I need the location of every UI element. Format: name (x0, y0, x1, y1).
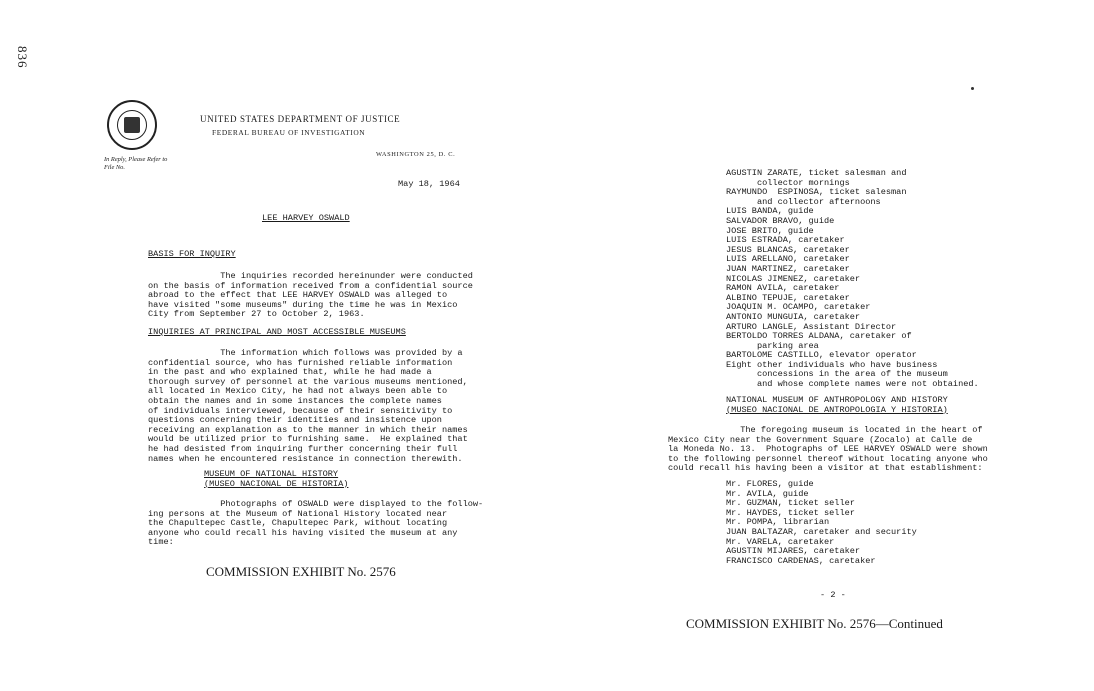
list-item: concessions in the area of the museum (726, 369, 948, 380)
text-line: abroad to the effect that LEE HARVEY OSWALD was alleged to (148, 290, 448, 301)
list-item: ANTONIO MUNGUIA, caretaker (726, 311, 861, 322)
photos-paragraph (148, 500, 483, 548)
text-line: have visited "some museums" during the time he was in Mexico (148, 299, 458, 310)
text-line: Photographs of OSWALD were displayed to the follow- (148, 499, 484, 509)
list-item: Mr. AVILA, guide (726, 488, 809, 499)
text-line: The inquiries recorded hereinunder were conducted (148, 271, 473, 281)
list-item: AGUSTIN MIJARES, caretaker (726, 546, 861, 557)
list-item: Mr. HAYDES, ticket seller (726, 507, 855, 518)
list-item: and whose complete names were not obtained. (726, 379, 979, 390)
text-line: on the basis of information received from a confidential source (148, 280, 473, 291)
foregoing-paragraph (668, 426, 988, 474)
list-item: NICOLAS JIMENEZ, caretaker (726, 273, 861, 284)
heading-line: NATIONAL MUSEUM OF ANTHROPOLOGY AND HISTORY (726, 395, 948, 405)
bureau-name: FEDERAL BUREAU OF INVESTIGATION (212, 128, 366, 137)
list-item: Eight other individuals who have business (726, 359, 938, 370)
list-item: BARTOLOME CASTILLO, elevator operator (726, 350, 917, 361)
letter-date: May 18, 1964 (398, 179, 460, 189)
list-item: ARTURO LANGLE, Assistant Director (726, 321, 897, 332)
stray-mark (971, 87, 974, 90)
museum-anthropology-heading (726, 396, 948, 415)
heading-line: (MUSEO NACIONAL DE HISTORIA) (204, 478, 349, 489)
list-item: Mr. FLORES, guide (726, 479, 814, 489)
text-line: obtain the names and in some instances the complete names (148, 395, 442, 406)
museum-staff-list (726, 169, 979, 390)
text-line: could recall his having been a visitor at that establishment: (668, 463, 983, 474)
list-item: Mr. POMPA, librarian (726, 517, 830, 528)
text-line: would be utilized prior to furnishing same. He explained that (148, 434, 468, 445)
inquiries-paragraph (148, 349, 468, 464)
list-item: SALVADOR BRAVO, guide (726, 215, 835, 226)
file-number-label: File No. (104, 164, 125, 171)
text-line: anyone who could recall his having visited the museum at any (148, 527, 458, 538)
list-item: collector mornings (726, 177, 850, 188)
letter-subject: LEE HARVEY OSWALD (262, 213, 350, 223)
list-item: AGUSTIN ZARATE, ticket salesman and (726, 168, 907, 178)
page-marker: - 2 - (820, 590, 846, 600)
text-line: all located in Mexico City, he had not always been able to (148, 386, 448, 397)
text-line: City from September 27 to October 2, 1963. (148, 309, 365, 320)
list-item: LUIS ESTRADA, caretaker (726, 235, 845, 246)
heading-line: MUSEUM OF NATIONAL HISTORY (204, 469, 339, 479)
text-line: confidential source, who has furnished reliable information (148, 357, 453, 368)
text-line: The foregoing museum is located in the heart of (668, 425, 983, 435)
text-line: to the following personnel thereof without locating anyone who (668, 453, 988, 464)
text-line: names when he encountered resistance in connection therewith. (148, 453, 463, 464)
text-line: in the past and who explained that, while he had made a (148, 367, 432, 378)
basis-paragraph (148, 272, 473, 320)
list-item: Mr. VARELA, caretaker (726, 536, 835, 547)
text-line: thorough survey of personnel at the various museums mentioned, (148, 376, 468, 387)
list-item: JUAN BALTAZAR, caretaker and security (726, 526, 917, 537)
text-line: of individuals interviewed, because of their sensitivity to (148, 405, 453, 416)
exhibit-caption-left: COMMISSION EXHIBIT No. 2576 (206, 564, 396, 579)
list-item: JESUS BLANCAS, caretaker (726, 244, 850, 255)
text-line: receiving an explanation as to the manner in which their names (148, 424, 468, 435)
text-line: la Moneda No. 13. Photographs of LEE HARVEY OSWALD were shown (668, 444, 988, 455)
text-line: The information which follows was provided by a (148, 348, 463, 358)
text-line: time: (148, 537, 174, 548)
list-item: JOSE BRITO, guide (726, 225, 814, 236)
list-item: parking area (726, 340, 819, 351)
list-item: and collector afternoons (726, 196, 881, 207)
list-item: Mr. GUZMAN, ticket seller (726, 498, 855, 509)
list-item: LUIS BANDA, guide (726, 206, 814, 217)
list-item: FRANCISCO CARDENAS, caretaker (726, 555, 876, 566)
department-name: UNITED STATES DEPARTMENT OF JUSTICE (200, 114, 401, 124)
list-item: JUAN MARTINEZ, caretaker (726, 263, 850, 274)
list-item: JOAQUIN M. OCAMPO, caretaker (726, 302, 871, 313)
heading-line: (MUSEO NACIONAL DE ANTROPOLOGIA Y HISTORIA) (726, 404, 948, 415)
fbi-seal-icon (107, 100, 157, 150)
inquiries-heading: INQUIRIES AT PRINCIPAL AND MOST ACCESSIBLE MUSEUMS (148, 327, 406, 337)
exhibit-caption-right: COMMISSION EXHIBIT No. 2576—Continued (686, 616, 943, 631)
list-item: BERTOLDO TORRES ALDANA, caretaker of (726, 331, 912, 342)
text-line: ing persons at the Museum of National History located near (148, 508, 448, 519)
text-line: Mexico City near the Government Square (Zocalo) at Calle de (668, 434, 973, 445)
text-line: he had desisted from inquiring further concerning their full (148, 443, 458, 454)
list-item: ALBINO TEPUJE, caretaker (726, 292, 850, 303)
page-number: 836 (15, 46, 30, 69)
list-item: RAMON AVILA, caretaker (726, 283, 840, 294)
letterhead-city: WASHINGTON 25, D. C. (376, 151, 456, 158)
list-item: RAYMUNDO ESPINOSA, ticket salesman (726, 187, 907, 198)
museum-national-history-heading (204, 470, 348, 489)
list-item: LUIS ARELLANO, caretaker (726, 254, 850, 265)
text-line: the Chapultepec Castle, Chapultepec Park, without locating (148, 518, 448, 529)
reply-note: In Reply, Please Refer to (104, 156, 168, 163)
anthropology-staff-list (726, 480, 917, 566)
text-line: questions concerning their identities and insistence upon (148, 415, 442, 426)
basis-heading: BASIS FOR INQUIRY (148, 249, 236, 259)
